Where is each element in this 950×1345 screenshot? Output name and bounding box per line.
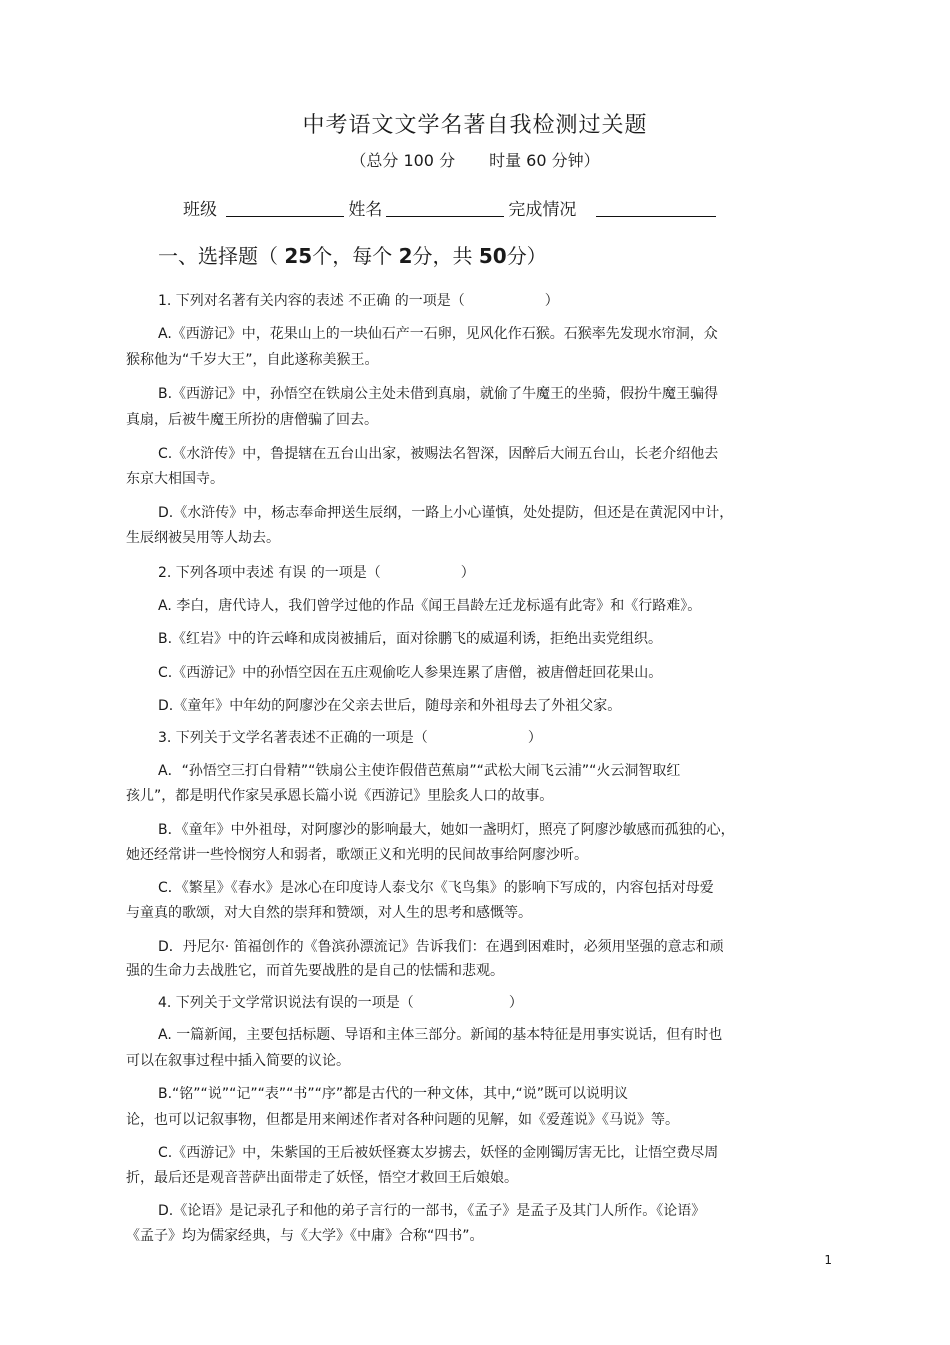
time-limit: 时量 60 分钟） <box>489 151 600 170</box>
option-line: A．“孙悟空三打白骨精”“铁扇公主使诈假借芭蕉扇”“武松大闹飞云浦”“火云洞智取红 <box>158 763 681 779</box>
status-blank <box>596 198 716 217</box>
option-line: C.《西游记》中，朱紫国的王后被妖怪赛太岁掳去，妖怪的金刚镯厉害无比，让悟空费尽周 <box>158 1145 719 1161</box>
section-score: 2 <box>398 244 413 268</box>
option-line: 猴称他为“千岁大王”，自此遂称美猴王。 <box>126 352 379 368</box>
name-label: 姓名 <box>348 200 383 220</box>
option-line: 折，最后还是观音菩萨出面带走了妖怪，悟空才救回王后娘娘。 <box>126 1170 518 1186</box>
student-info-row <box>183 195 720 220</box>
option-line: B.《红岩》中的许云峰和成岗被捕后，面对徐鹏飞的威逼利诱，拒绝出卖党组织。 <box>158 631 663 647</box>
option-line: B．《童年》中外祖母，对阿廖沙的影响最大，她如一盏明灯，照亮了阿廖沙敏感而孤独的心， <box>158 822 735 838</box>
option-line: D.《论语》是记录孔子和他的弟子言行的一部书，《孟子》是孟子及其门人所作。《论语》 <box>158 1203 706 1219</box>
section-count: 25 <box>284 244 313 268</box>
class-blank <box>226 198 344 217</box>
subtitle <box>0 148 950 171</box>
option-line: A. 一篇新闻，主要包括标题、导语和主体三部分。新闻的基本特征是用事实说话，但有时也 <box>158 1027 723 1043</box>
page-title: 中考语文文学名著自我检测过关题 <box>302 113 648 138</box>
option-line: A. 李白，唐代诗人，我们曾学过他的作品《闻王昌龄左迁龙标遥有此寄》和《行路难》。 <box>158 598 702 614</box>
question-stem: 4. 下列关于文学常识说法有误的一项是（ ） <box>158 995 523 1011</box>
page-number: 1 <box>824 1253 832 1267</box>
option-line: 可以在叙事过程中插入简要的议论。 <box>126 1053 350 1069</box>
option-line: 真扇，后被牛魔王所扮的唐僧骗了回去。 <box>126 412 378 428</box>
option-line: 与童真的歌颂，对大自然的崇拜和赞颂，对人生的思考和感慨等。 <box>126 905 532 921</box>
section-total: 50 <box>478 244 507 268</box>
option-line: C．《繁星》《春水》是冰心在印度诗人泰戈尔《飞鸟集》的影响下写成的，内容包括对母爱 <box>158 880 714 896</box>
question-stem: 3. 下列关于文学名著表述不正确的一项是（ ） <box>158 730 542 746</box>
section-suffix: 分） <box>506 244 547 268</box>
option-line: C.《西游记》中的孙悟空因在五庄观偷吃人参果连累了唐僧，被唐僧赶回花果山。 <box>158 665 663 681</box>
section-mid1: 个，每个 <box>312 244 393 268</box>
option-line: 强的生命力去战胜它，而首先要战胜的是自己的怯懦和悲观。 <box>126 963 504 979</box>
option-line: 东京大相国寺。 <box>126 471 224 487</box>
section-heading <box>158 240 547 269</box>
status-label: 完成情况 <box>508 200 577 220</box>
class-label: 班级 <box>183 200 217 220</box>
option-line: 生辰纲被吴用等人劫去。 <box>126 530 280 546</box>
option-line: D．丹尼尔· 笛福创作的《鲁滨孙漂流记》告诉我们：在遇到困难时，必须用坚强的意志和顽 <box>158 939 724 955</box>
section-mid2: 分，共 <box>412 244 473 268</box>
option-line: D.《水浒传》中，杨志奉命押送生辰纲，一路上小心谨慎，处处提防，但还是在黄泥冈中计， <box>158 505 734 521</box>
option-line: A.《西游记》中，花果山上的一块仙石产一石卵，见风化作石猴。石猴率先发现水帘洞，众 <box>158 326 718 342</box>
question-stem: 2. 下列各项中表述 有误 的一项是（ ） <box>158 565 475 581</box>
option-line: C.《水浒传》中，鲁提辖在五台山出家，被赐法名智深，因醉后大闹五台山，长老介绍他去 <box>158 446 719 462</box>
total-score: （总分 100 分 <box>350 151 456 170</box>
option-line: 论，也可以记叙事物，但都是用来阐述作者对各种问题的见解，如《爱莲说》《马说》等。 <box>126 1112 679 1128</box>
option-line: 孩儿”，都是明代作家吴承恩长篇小说《西游记》里脍炙人口的故事。 <box>126 788 554 804</box>
option-line: 《孟子》均为儒家经典，与《大学》《中庸》合称“四书”。 <box>126 1228 484 1244</box>
option-line: 她还经常讲一些怜悯穷人和弱者，歌颂正义和光明的民间故事给阿廖沙听。 <box>126 847 588 863</box>
option-line: D.《童年》中年幼的阿廖沙在父亲去世后，随母亲和外祖母去了外祖父家。 <box>158 698 622 714</box>
question-stem: 1. 下列对名著有关内容的表述 不正确 的一项是（ ） <box>158 293 559 309</box>
section-prefix: 一、选择题（ <box>158 244 278 268</box>
name-blank <box>386 198 504 217</box>
option-line: B.《西游记》中，孙悟空在铁扇公主处未借到真扇，就偷了牛魔王的坐骑，假扮牛魔王骗得 <box>158 386 719 402</box>
option-line: B.“铭”“说”“记”“表”“书”“序”都是古代的一种文体，其中,“说”既可以说明议 <box>158 1086 629 1102</box>
